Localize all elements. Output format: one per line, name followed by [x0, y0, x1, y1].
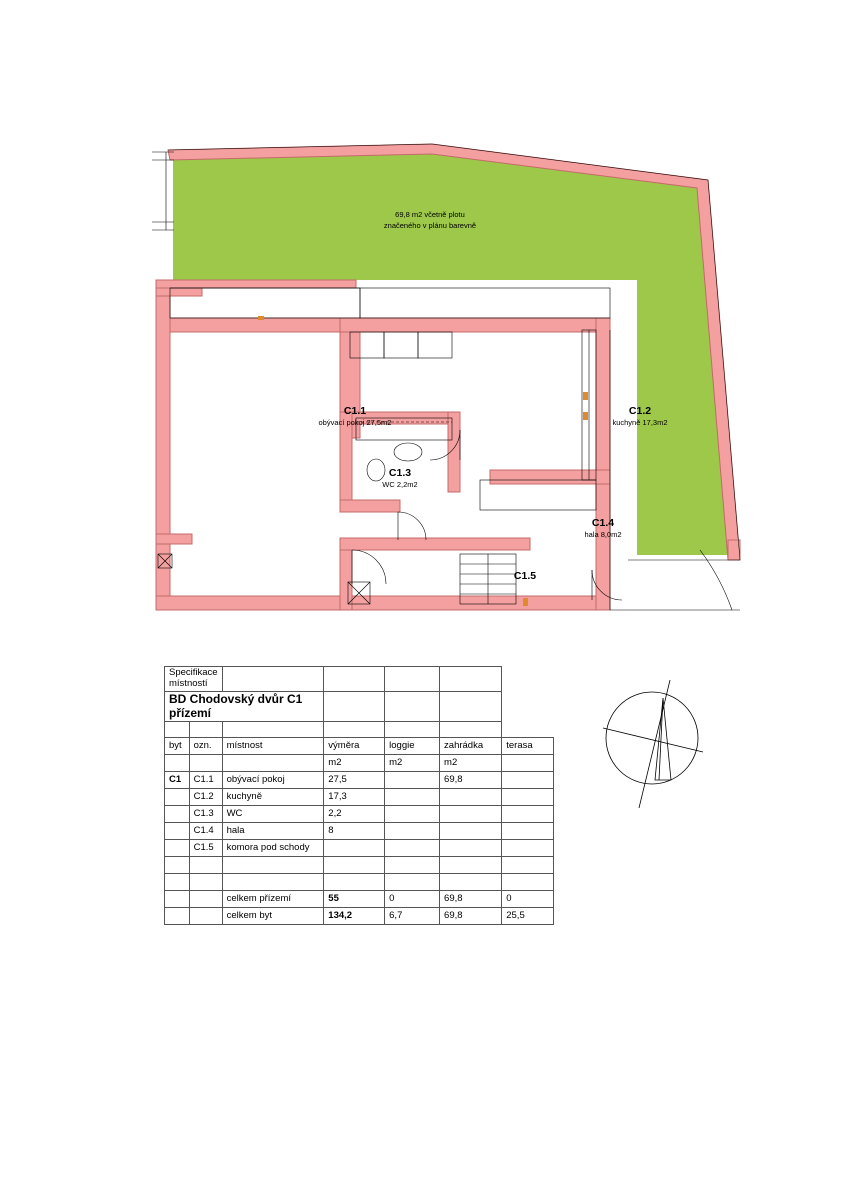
cell-ozn: C1.3	[189, 806, 222, 823]
empty-cell	[440, 691, 502, 722]
floor-plan	[140, 130, 760, 640]
document-title-cell: BD Chodovský dvůr C1 přízemí	[165, 691, 324, 722]
cell-ozn: C1.4	[189, 823, 222, 840]
empty-cell	[385, 667, 440, 692]
total-label: celkem byt	[222, 908, 324, 925]
cell-terasa	[502, 823, 554, 840]
cell-ozn: C1.2	[189, 789, 222, 806]
cell-loggie	[385, 806, 440, 823]
empty-cell	[324, 691, 385, 722]
header-zahradka: zahrádka	[440, 738, 502, 755]
empty-cell	[189, 891, 222, 908]
table-row-caption	[165, 667, 554, 692]
cell-zahradka	[440, 874, 502, 891]
cell-loggie	[385, 823, 440, 840]
room-code: C1.3	[388, 467, 412, 479]
empty-cell	[440, 722, 502, 738]
room-code: C1.2	[628, 405, 652, 417]
cell-mistnost: obývací pokoj	[222, 772, 324, 789]
empty-cell	[385, 722, 440, 738]
cell-vymera: 27,5	[324, 772, 385, 789]
cell-byt	[165, 789, 190, 806]
empty-cell	[324, 722, 385, 738]
total-loggie: 0	[385, 891, 440, 908]
cell-terasa	[502, 789, 554, 806]
north-arrow	[595, 680, 715, 820]
total-label: celkem přízemí	[222, 891, 324, 908]
cell-byt: C1	[165, 772, 190, 789]
header-terasa: terasa	[502, 738, 554, 755]
spec-caption-cell: Specifikace místností	[165, 667, 223, 692]
garden-note-line2: značeného v plánu barevně	[383, 220, 477, 230]
cell-vymera: 8	[324, 823, 385, 840]
cell-mistnost: hala	[222, 823, 324, 840]
cell-ozn	[189, 874, 222, 891]
table-row	[165, 789, 554, 806]
total-vymera: 134,2	[324, 908, 385, 925]
cell-loggie	[385, 874, 440, 891]
table-row	[165, 772, 554, 789]
empty-cell	[189, 755, 222, 772]
empty-cell	[165, 908, 190, 925]
empty-cell	[385, 691, 440, 722]
room-label-c1-2	[570, 405, 710, 428]
cell-ozn: C1.1	[189, 772, 222, 789]
cell-byt	[165, 840, 190, 857]
cell-vymera: 17,3	[324, 789, 385, 806]
total-loggie: 6,7	[385, 908, 440, 925]
cell-vymera	[324, 874, 385, 891]
room-specification-table	[164, 666, 554, 925]
room-desc: kuchyně 17,3m2	[612, 418, 668, 428]
cell-terasa	[502, 857, 554, 874]
total-zahradka: 69,8	[440, 891, 502, 908]
empty-cell	[189, 908, 222, 925]
total-vymera: 55	[324, 891, 385, 908]
cell-vymera	[324, 857, 385, 874]
cell-mistnost: komora pod schody	[222, 840, 324, 857]
unit-terasa	[502, 755, 554, 772]
cell-byt	[165, 857, 190, 874]
header-vymera: výměra	[324, 738, 385, 755]
compass-axis-ns	[639, 680, 671, 808]
cell-terasa	[502, 772, 554, 789]
empty-cell	[165, 891, 190, 908]
table-header-row	[165, 738, 554, 755]
room-desc: hala 8,0m2	[584, 530, 622, 540]
header-ozn: ozn.	[189, 738, 222, 755]
table-row	[165, 857, 554, 874]
cell-zahradka	[440, 789, 502, 806]
cell-mistnost: kuchyně	[222, 789, 324, 806]
cell-ozn	[189, 857, 222, 874]
cell-ozn: C1.5	[189, 840, 222, 857]
room-code: C1.5	[513, 570, 537, 582]
table-row-spacer	[165, 722, 554, 738]
unit-zahradka: m2	[440, 755, 502, 772]
cell-vymera: 2,2	[324, 806, 385, 823]
room-label-c1-1	[285, 405, 425, 428]
cell-loggie	[385, 857, 440, 874]
cell-loggie	[385, 772, 440, 789]
table-row	[165, 823, 554, 840]
empty-cell	[189, 722, 222, 738]
table-total-row-flat	[165, 908, 554, 925]
door-jamb-markers	[258, 316, 588, 606]
cell-byt	[165, 874, 190, 891]
header-mistnost: místnost	[222, 738, 324, 755]
cell-terasa	[502, 806, 554, 823]
empty-cell	[440, 667, 502, 692]
room-desc: obývací pokoj 27,5m2	[318, 418, 392, 428]
empty-cell	[165, 755, 190, 772]
cell-zahradka	[440, 840, 502, 857]
garden-note-line1: 69,8 m2 včetně plotu	[395, 210, 465, 219]
header-loggie: loggie	[385, 738, 440, 755]
cell-mistnost	[222, 857, 324, 874]
table-row	[165, 806, 554, 823]
compass-needle-line	[659, 698, 663, 780]
cell-terasa	[502, 840, 554, 857]
unit-vymera: m2	[324, 755, 385, 772]
table-total-row-floor	[165, 891, 554, 908]
cell-zahradka	[440, 857, 502, 874]
compass-axis-ew	[603, 728, 703, 752]
cell-zahradka: 69,8	[440, 772, 502, 789]
table-row	[165, 874, 554, 891]
room-code: C1.4	[591, 517, 615, 529]
cell-byt	[165, 806, 190, 823]
cell-mistnost	[222, 874, 324, 891]
cell-loggie	[385, 789, 440, 806]
table-row-title	[165, 691, 554, 722]
empty-cell	[324, 667, 385, 692]
room-desc: WC 2,2m2	[382, 480, 418, 490]
unit-loggie: m2	[385, 755, 440, 772]
cell-zahradka	[440, 823, 502, 840]
room-code: C1.1	[343, 405, 367, 417]
building-walls	[156, 280, 610, 610]
empty-cell	[222, 755, 324, 772]
header-byt: byt	[165, 738, 190, 755]
garden-note	[320, 210, 540, 232]
room-label-c1-3	[340, 467, 460, 490]
table-row	[165, 840, 554, 857]
total-terasa: 0	[502, 891, 554, 908]
room-label-c1-5	[470, 570, 580, 583]
total-terasa: 25,5	[502, 908, 554, 925]
empty-cell	[222, 722, 324, 738]
room-label-c1-4	[543, 517, 663, 540]
cell-mistnost: WC	[222, 806, 324, 823]
table-units-row	[165, 755, 554, 772]
compass-circle	[606, 692, 698, 784]
cell-vymera	[324, 840, 385, 857]
empty-cell	[165, 722, 190, 738]
cell-byt	[165, 823, 190, 840]
total-zahradka: 69,8	[440, 908, 502, 925]
empty-cell	[222, 667, 324, 692]
cell-terasa	[502, 874, 554, 891]
cell-loggie	[385, 840, 440, 857]
cell-zahradka	[440, 806, 502, 823]
plan-dimension-marks	[152, 152, 174, 230]
